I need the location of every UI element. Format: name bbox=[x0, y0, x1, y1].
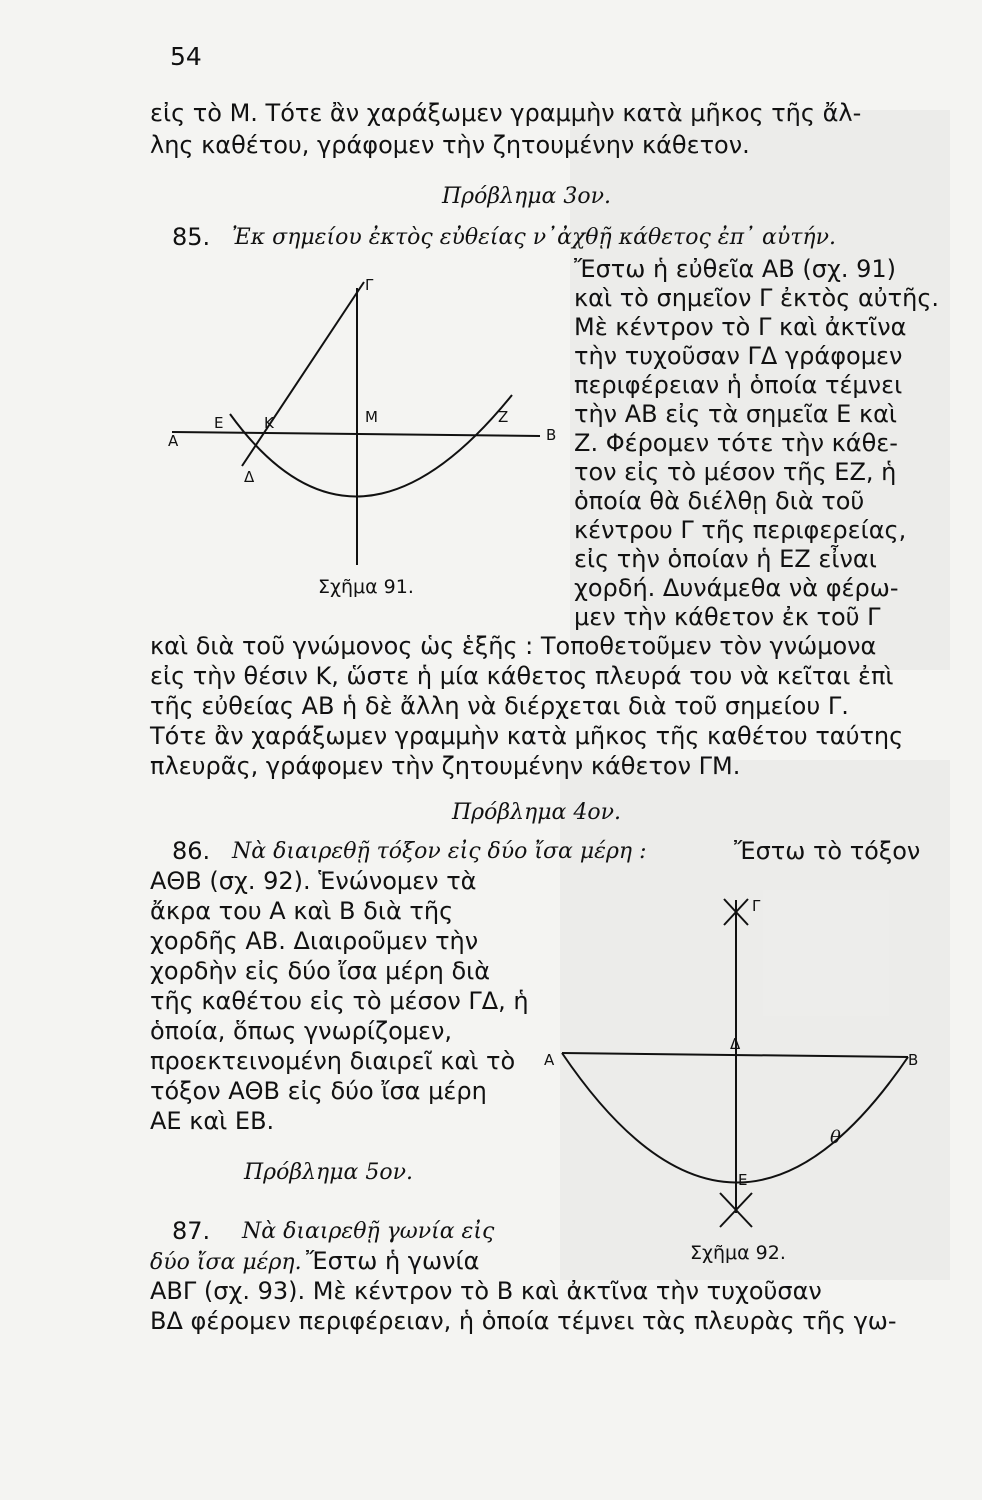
line-85-1: Ἔστω ἡ εὐθεῖα ΑΒ (σχ. 91) bbox=[574, 255, 896, 283]
label-g-92: Γ bbox=[752, 897, 761, 915]
line-85-13: μεν τὴν κάθετον ἐκ τοῦ Γ bbox=[574, 603, 881, 631]
label-a-91: Α bbox=[168, 432, 179, 450]
figure-92-caption: Σχῆμα 92. bbox=[690, 1242, 786, 1264]
label-e-91: Ε bbox=[214, 414, 224, 432]
line-gnomon-3: τῆς εὐθείας ΑΒ ἡ δὲ ἄλλη νὰ διέρχεται διὰ τοῦ σημείου Γ. bbox=[150, 692, 849, 720]
line-86-6: ὁποία, ὅπως γνωρίζομεν, bbox=[150, 1017, 453, 1045]
line-85-9: ὁποία θὰ διέλθῃ διὰ τοῦ bbox=[574, 487, 865, 515]
line-86-7: προεκτεινομένη διαιρεῖ καὶ τὸ bbox=[150, 1047, 516, 1075]
item-87-start: Ἔστω ἡ γωνία bbox=[306, 1247, 480, 1275]
label-a-92: Α bbox=[544, 1051, 555, 1069]
line-gnomon-1: καὶ διὰ τοῦ γνώμονος ὡς ἑξῆς : Τοποθετοῦμεν τὸν γνώμονα bbox=[150, 632, 877, 660]
radius-gd bbox=[242, 282, 364, 466]
item-87-number: 87. bbox=[172, 1217, 211, 1245]
item-86-start: Ἔστω τὸ τόξον bbox=[734, 837, 921, 865]
label-z-91: Ζ bbox=[498, 408, 509, 426]
line-1: εἰς τὸ Μ. Τότε ἂν χαράξωμεν γραμμὴν κατὰ μῆκος τῆς ἄλ- bbox=[150, 99, 862, 127]
label-g-91: Γ bbox=[365, 276, 374, 294]
figure-91 bbox=[160, 270, 580, 590]
label-e-92: Ε bbox=[738, 1171, 748, 1189]
line-86-2: ἄκρα του Α καὶ Β διὰ τῆς bbox=[150, 897, 454, 925]
line-87-2: ΒΔ φέρομεν περιφέρειαν, ἡ ὁποία τέμνει τὰς πλευρὰς τῆς γω- bbox=[150, 1307, 897, 1335]
problem-5-heading: Πρόβλημα 5ον. bbox=[244, 1160, 413, 1185]
line-85-7: Ζ. Φέρομεν τότε τὴν κάθε- bbox=[574, 429, 898, 457]
page-number: 54 bbox=[170, 42, 202, 71]
label-b-91: Β bbox=[546, 426, 557, 444]
label-d-91: Δ bbox=[244, 468, 255, 486]
line-86-5: τῆς καθέτου εἰς τὸ μέσον ΓΔ, ἡ bbox=[150, 987, 529, 1015]
line-gnomon-5: πλευρᾶς, γράφομεν τὴν ζητουμένην κάθετον ΓΜ. bbox=[150, 752, 741, 780]
line-85-3: Μὲ κέντρον τὸ Γ καὶ ἀκτῖνα bbox=[574, 313, 907, 341]
line-85-2: καὶ τὸ σημεῖον Γ ἐκτὸς αὐτῆς. bbox=[574, 284, 940, 312]
label-k-91: Κ bbox=[264, 414, 274, 432]
problem-3-heading: Πρόβλημα 3ον. bbox=[442, 184, 611, 209]
item-85-number: 85. bbox=[172, 223, 211, 251]
line-85-10: κέντρου Γ τῆς περιφερείας, bbox=[574, 516, 907, 544]
item-87-statement-2: δύο ἴσα μέρη. bbox=[150, 1250, 302, 1275]
line-gnomon-2: εἰς τὴν θέσιν Κ, ὥστε ἡ μία κάθετος πλευρά του νὰ κεῖται ἐπὶ bbox=[150, 662, 894, 690]
label-m-91: Μ bbox=[365, 408, 378, 426]
line-86-8: τόξον ΑΘΒ εἰς δύο ἴσα μέρη bbox=[150, 1077, 487, 1105]
item-87-statement-1: Νὰ διαιρεθῇ γωνία εἰς bbox=[242, 1219, 495, 1244]
line-86-4: χορδὴν εἰς δύο ἴσα μέρη διὰ bbox=[150, 957, 491, 985]
line-87-1: ΑΒΓ (σχ. 93). Μὲ κέντρον τὸ Β καὶ ἀκτῖνα τὴν τυχοῦσαν bbox=[150, 1277, 822, 1305]
line-85-12: χορδή. Δυνάμεθα νὰ φέρω- bbox=[574, 574, 899, 602]
item-86-statement: Νὰ διαιρεθῇ τόξον εἰς δύο ἴσα μέρη : bbox=[232, 839, 647, 864]
label-b-92: Β bbox=[908, 1051, 919, 1069]
line-2: λης καθέτου, γράφομεν τὴν ζητουμένην κάθετον. bbox=[150, 131, 750, 159]
line-85-6: τὴν ΑΒ εἰς τὰ σημεῖα Ε καὶ bbox=[574, 400, 898, 428]
line-86-9: ΑΕ καὶ ΕΒ. bbox=[150, 1107, 275, 1135]
line-85-8: τον εἰς τὸ μέσον τῆς ΕΖ, ἡ bbox=[574, 458, 897, 486]
label-th-92: θ bbox=[830, 1127, 841, 1148]
line-85-4: τὴν τυχοῦσαν ΓΔ γράφομεν bbox=[574, 342, 903, 370]
label-d-92: Δ bbox=[730, 1035, 741, 1053]
line-86-3: χορδῆς ΑΒ. Διαιροῦμεν τὴν bbox=[150, 927, 479, 955]
line-85-5: περιφέρειαν ἡ ὁποία τέμνει bbox=[574, 371, 903, 399]
figure-92 bbox=[540, 885, 940, 1245]
line-86-1: ΑΘΒ (σχ. 92). Ἑνώνομεν τὰ bbox=[150, 867, 477, 895]
item-85-statement: Ἐκ σημείου ἐκτὸς εὐθείας ν᾽ἀχθῇ κάθετος ἐπ᾽ αὐτήν. bbox=[232, 225, 836, 250]
line-85-11: εἰς τὴν ὁποίαν ἡ ΕΖ εἶναι bbox=[574, 545, 877, 573]
figure-91-caption: Σχῆμα 91. bbox=[318, 576, 414, 598]
problem-4-heading: Πρόβλημα 4ον. bbox=[452, 800, 621, 825]
line-gnomon-4: Τότε ἂν χαράξωμεν γραμμὴν κατὰ μῆκος τῆς καθέτου ταύτης bbox=[150, 722, 904, 750]
item-86-number: 86. bbox=[172, 837, 211, 865]
